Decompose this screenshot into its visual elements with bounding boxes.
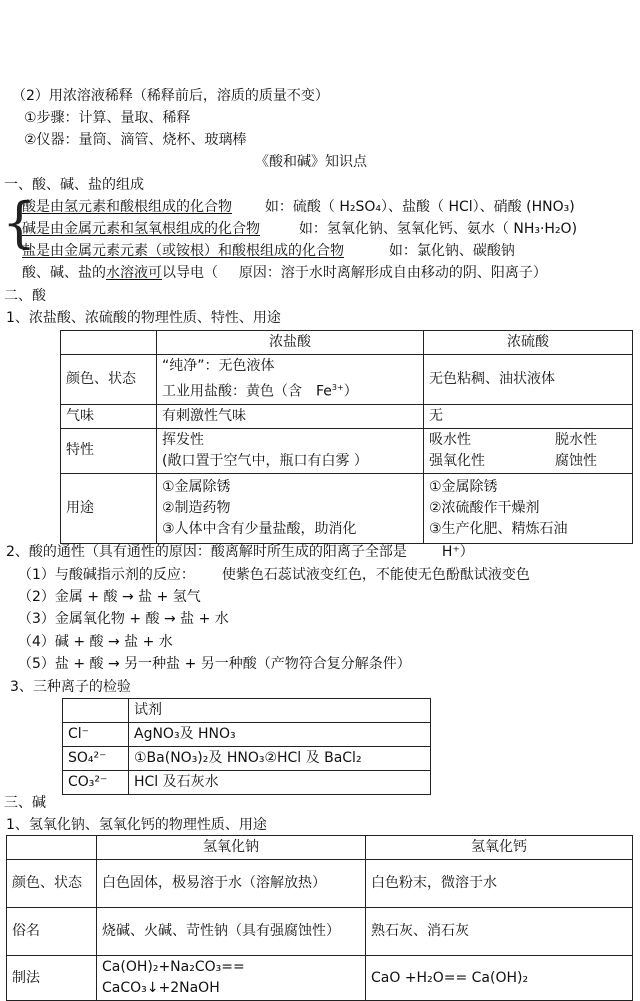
section3-sub1: 1、氢氧化钠、氢氧化钙的物理性质、用途 [6,817,267,833]
hcl-trait-cell [157,428,424,473]
conduct-text-c: 以导电（ [162,265,218,281]
acid-example: 如：硫酸（ H₂SO₄）、盐酸（ HCl）、硝酸 (HNO₃) [264,199,575,215]
salt-example: 如：氯化钠、碳酸钠 [388,243,515,259]
acid-definition [22,199,575,216]
hcl-color-industrial [162,377,418,403]
conduction-reason: 原因：溶于水时离解形成自由移动的阴、阳离子） [238,265,547,281]
acid-general-text: 2、酸的通性（具有通性的原因：酸离解时所生成的阳离子全部是 [6,544,407,560]
acid-prop-3: （3）金属氧化物 + 酸 → 盐 + 水 [18,611,229,627]
conduct-text-b: 水溶液可 [106,265,162,281]
header-caoh: 氢氧化钙 [366,836,633,860]
naoh-color-cell: 白色固体，极易溶于水（溶解放热） [97,860,366,908]
hcl-trait-1: 挥发性 [162,431,204,448]
reagent-chloride: AgNO₃及 HNO₃ [129,723,431,747]
section2-heading: 二、酸 [4,288,46,304]
h2so4-smell-cell: 无 [424,404,633,428]
table-corner [61,331,157,355]
acid-prop-5: （5）盐 + 酸 → 另一种盐 + 另一种酸（产物符合复分解条件） [18,656,411,672]
base-definition [22,221,577,238]
ion-test-table [62,698,431,795]
reagent-sulfate: ①Ba(NO₃)₂及 HNO₃②HCl 及 BaCl₂ [129,747,431,771]
base-row-label-make: 制法 [7,956,97,1001]
h2so4-use-3: ③生产化肥、精炼石油 [429,520,568,537]
dilution-steps: ①步骤：计算、量取、稀释 [24,110,191,126]
h2so4-trait-row2 [429,451,627,472]
acid-def-text: 酸是由氢元素和酸根组成的化合物 [22,199,232,215]
hcl-trait-2: (敞口置于空气中，瓶口有白雾 ） [162,452,368,469]
naoh-name-cell: 烧碱、火碱、苛性钠（具有强腐蚀性） [97,908,366,956]
hcl-use-3: ③人体中含有少量盐酸，助消化 [162,520,357,537]
salt-def-text: 盐是由金属元素元素（或铵根）和酸根组成的化合物 [22,243,344,259]
header-reagent: 试剂 [129,699,431,723]
ion-carbonate: CO₃²⁻ [63,771,129,795]
h-ion: H⁺） [441,544,474,560]
salt-definition [22,243,515,260]
caoh-color-cell: 白色粉末，微溶于水 [366,860,633,908]
ion-table-corner [63,699,129,723]
acid-general-heading [6,544,474,561]
acid-prop-1-detail: 使紫色石蕊试液变红色，不能使无色酚酞试液变色 [221,567,530,583]
base-example: 如：氢氧化钠、氢氧化钙、氨水（ NH₃·H₂O) [298,221,578,237]
ion-chloride: Cl⁻ [63,723,129,747]
acid-prop-2: （2）金属 + 酸 → 盐 + 氢气 [18,589,201,605]
acid-prop-1-label: （1）与酸碱指示剂的反应： [18,567,195,583]
reagent-carbonate: HCl 及石灰水 [129,771,431,795]
hcl-industrial-end: ） [343,383,358,400]
fe-charge: 3+ [331,383,344,392]
ion-test-heading: 3、三种离子的检验 [10,679,131,695]
acid-prop-4: （4）碱 + 酸 → 盐 + 水 [18,634,173,650]
base-properties-table [6,835,633,1001]
h2so4-trait-row1 [429,430,627,451]
h2so4-use-2: ②浓硫酸作干燥剂 [429,499,540,516]
section3-heading: 三、碱 [4,795,46,811]
h2so4-trait-cell [424,428,633,473]
naoh-make-cell: Ca(OH)₂+Na₂CO₃== CaCO₃↓+2NaOH [97,956,366,1001]
row-label-trait: 特性 [61,428,157,473]
acid-prop-1 [18,567,530,584]
document-title: 《酸和碱》知识点 [255,154,367,170]
h2so4-color-cell: 无色粘稠、油状液体 [424,355,633,405]
h2so4-trait-1a: 吸水性 [429,431,471,448]
acid-properties-table [60,330,633,544]
hcl-smell-cell: 有刺激性气味 [157,404,424,428]
h2so4-trait-1b: 脱水性 [555,431,597,448]
section1-heading: 一、酸、碱、盐的组成 [4,177,144,193]
hcl-color-cell [157,355,424,405]
hcl-industrial-text: 工业用盐酸：黄色（含 [162,383,302,400]
dilution-title: （2）用浓溶液稀释（稀释前后，溶质的质量不变） [12,88,329,104]
header-naoh: 氢氧化钠 [97,836,366,860]
dilution-instruments: ②仪器：量筒、滴管、烧杯、玻璃棒 [24,132,247,148]
row-label-smell: 气味 [61,404,157,428]
h2so4-use-cell [424,473,633,543]
header-hcl: 浓盐酸 [157,331,424,355]
row-label-color: 颜色、状态 [61,355,157,405]
header-h2so4: 浓硫酸 [424,331,633,355]
base-row-label-name: 俗名 [7,908,97,956]
h2so4-trait-2a: 强氧化性 [429,452,485,469]
caoh-make-cell: CaO +H₂O== Ca(OH)₂ [366,956,633,1001]
base-table-corner [7,836,97,860]
caoh-name-cell: 熟石灰、消石灰 [366,908,633,956]
hcl-use-cell [157,473,424,543]
base-row-label-color: 颜色、状态 [7,860,97,908]
h2so4-trait-2b: 腐蚀性 [555,452,597,469]
fe-ion: Fe [316,383,332,400]
conduction-line [22,265,547,282]
ion-sulfate: SO₄²⁻ [63,747,129,771]
hcl-use-2: ②制造药物 [162,499,231,516]
hcl-color-pure: “纯净”：无色液体 [162,358,275,374]
row-label-use: 用途 [61,473,157,543]
brace-symbol: { [2,191,37,254]
base-def-text: 碱是由金属元素和氢氧根组成的化合物 [22,221,260,237]
h2so4-use-1: ①金属除锈 [429,478,498,495]
conduct-text-a: 酸、碱、盐的 [22,265,106,281]
section2-sub1: 1、浓盐酸、浓硫酸的物理性质、特性、用途 [6,310,281,326]
hcl-use-1: ①金属除锈 [162,478,231,495]
